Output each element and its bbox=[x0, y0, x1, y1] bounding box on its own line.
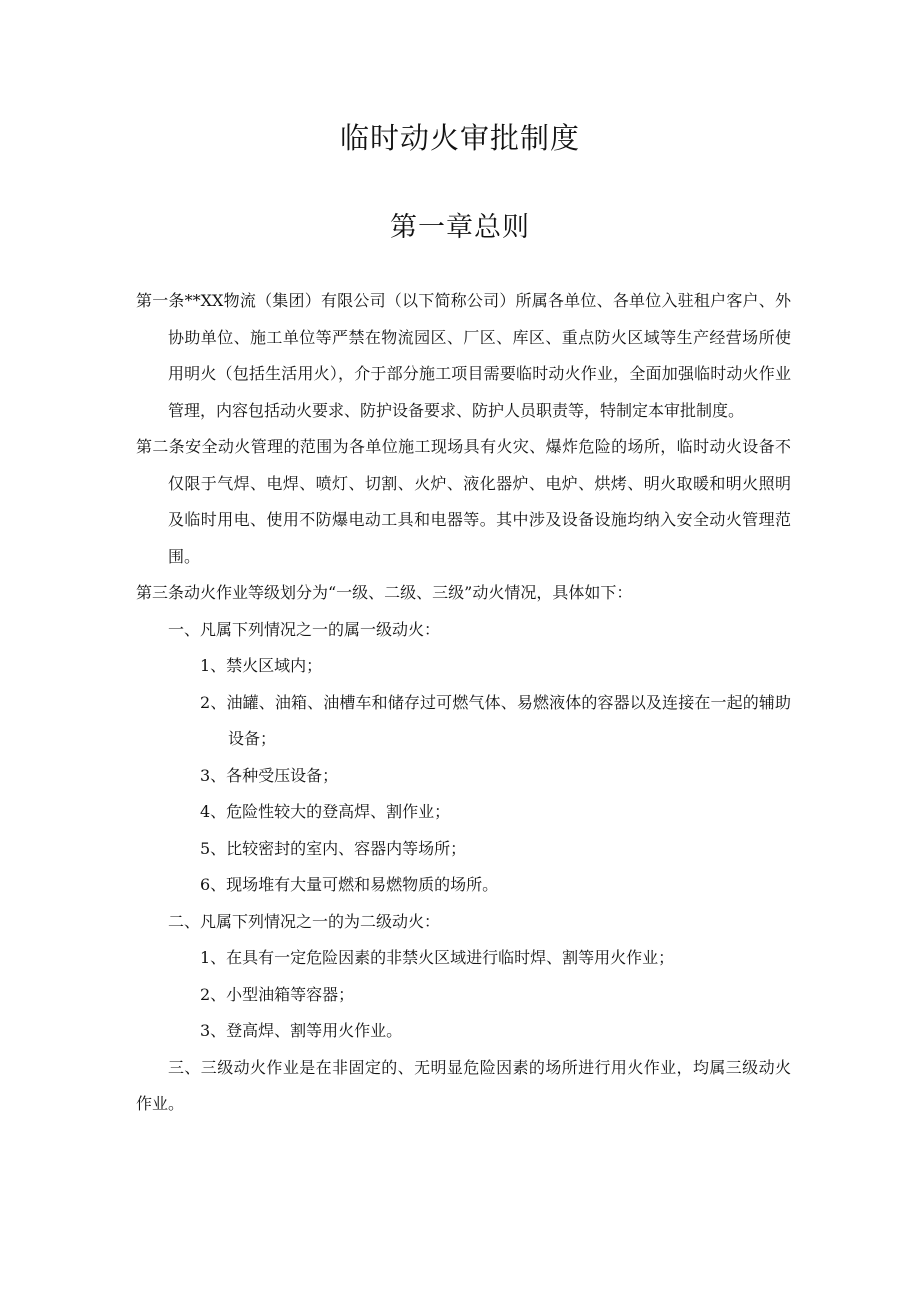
document-title: 临时动火审批制度 bbox=[339, 121, 580, 155]
level-2-item: 3、登高焊、割等用火作业。 bbox=[200, 1021, 403, 1040]
level-2-item: 2、小型油箱等容器； bbox=[200, 984, 355, 1004]
chapter-title: 第一章总则 bbox=[390, 212, 530, 243]
level-1-item: 1、禁火区域内； bbox=[200, 656, 323, 675]
article-2: 第二条安全动火管理的范围为各单位施工现场具有火灾、爆炸危险的场所，临时动火设备不仅限于气焊、电焊、喷灯、切割、火炉、液化器炉、电炉、烘烤、明火取暖和明火照明及临时用电、使用不防爆电动工具和电器等。其中涉及设备设施均纳入安全动火管理范围。 bbox=[136, 437, 791, 566]
document-body bbox=[136, 283, 791, 1123]
level-1-item: 3、各种受压设备； bbox=[200, 765, 339, 785]
article-1: 第一条**XX物流（集团）有限公司（以下简称公司）所属各单位、各单位入驻租户客户、外协助单位、施工单位等严禁在物流园区、厂区、库区、重点防火区域等生产经营场所使用明火（包括生活用火），介于部分施工项目需要临时动火作业，全面加强临时动火作业管理，内容包括动火要求、防护设备要求、防护人员职责等，特制定本审批制度。 bbox=[136, 291, 791, 420]
level-3-paragraph: 三、三级动火作业是在非固定的、无明显危险因素的场所进行用火作业，均属三级动火作业。 bbox=[136, 1057, 791, 1113]
level-1-item: 6、现场堆有大量可燃和易燃物质的场所。 bbox=[200, 875, 499, 894]
level-1-heading: 一、凡属下列情况之一的属一级动火： bbox=[168, 619, 441, 639]
level-2-item: 1、在具有一定危险因素的非禁火区域进行临时焊、割等用火作业； bbox=[200, 948, 675, 967]
article-3: 第三条动火作业等级划分为“一级、二级、三级”动火情况，具体如下： bbox=[136, 583, 633, 602]
level-1-item: 5、比较密封的室内、容器内等场所； bbox=[200, 838, 467, 858]
level-1-item: 2、油罐、油箱、油槽车和储存过可燃气体、易燃液体的容器以及连接在一起的辅助设备； bbox=[200, 692, 791, 748]
level-2-heading: 二、凡属下列情况之一的为二级动火： bbox=[168, 911, 441, 931]
level-1-item: 4、危险性较大的登高焊、割作业； bbox=[200, 802, 451, 821]
